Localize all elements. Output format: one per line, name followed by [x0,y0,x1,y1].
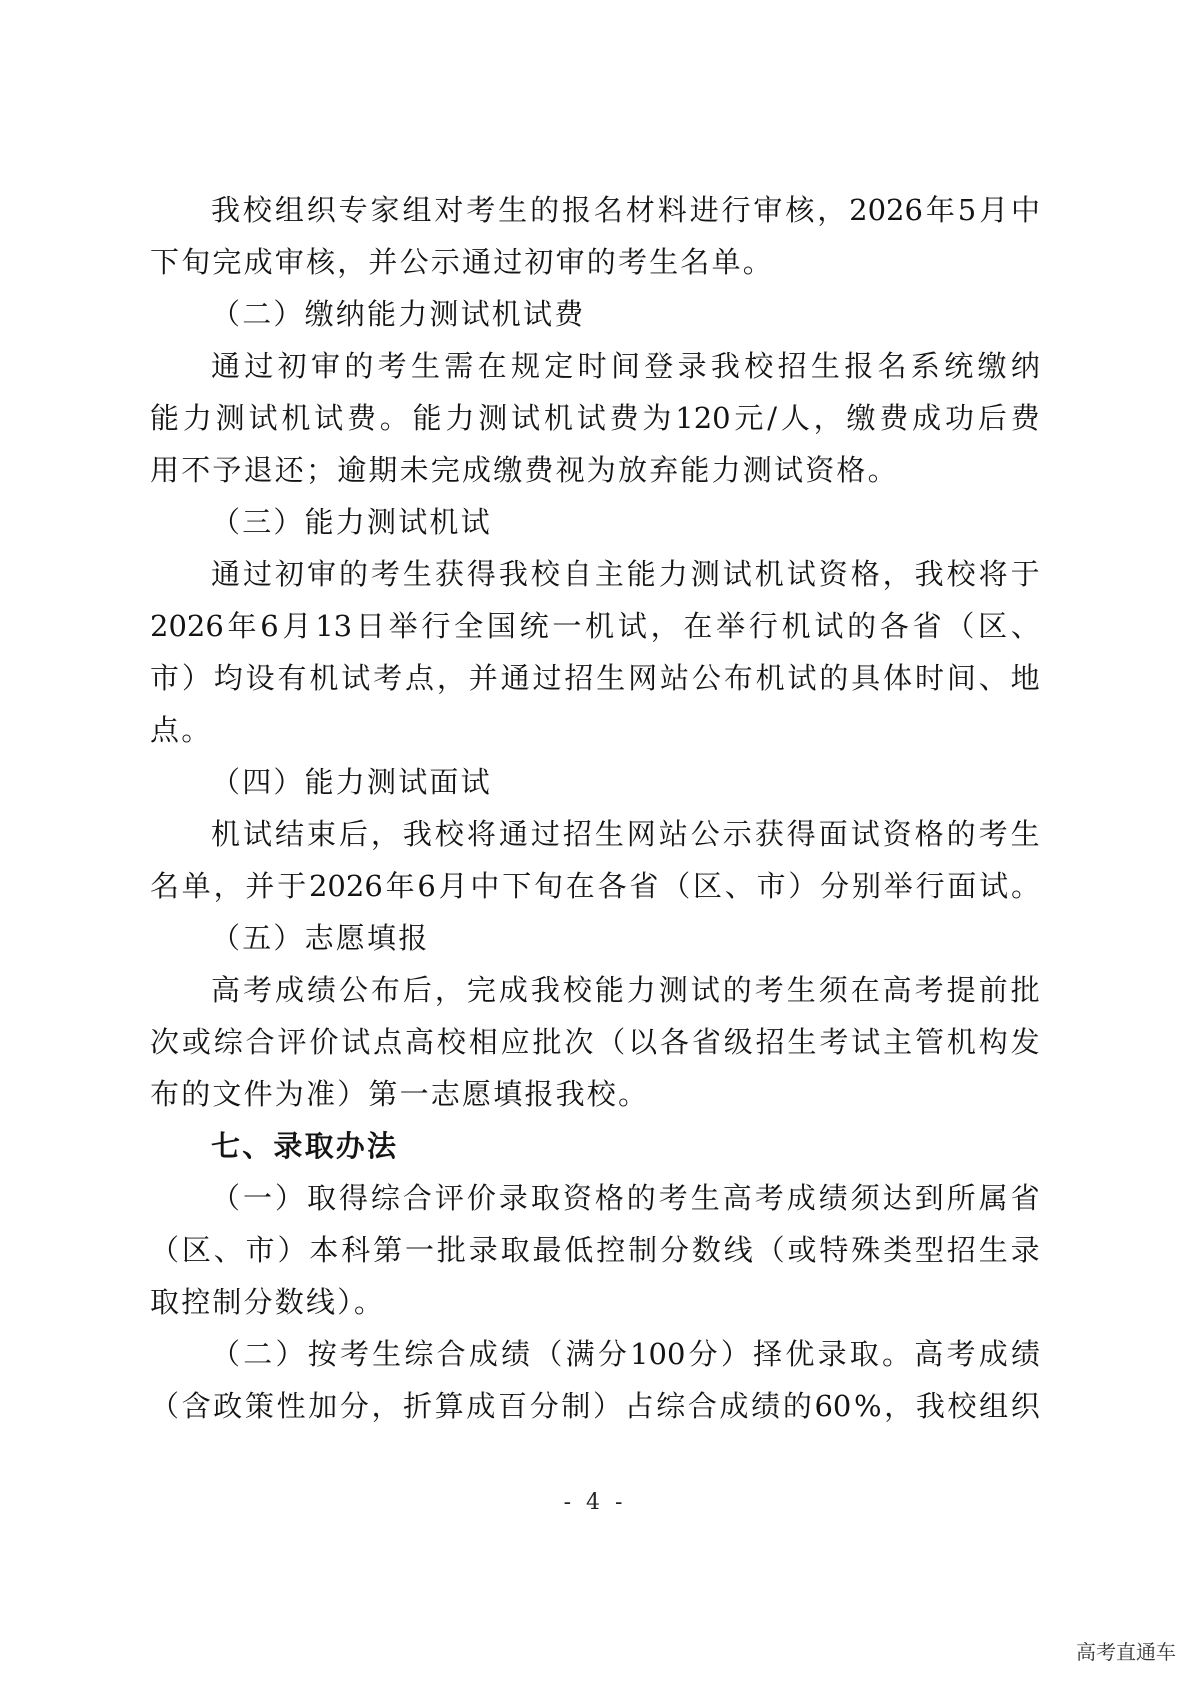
text-line: （ 含 政 策 性 加 分 ， 折 算 成 百 分 制 ） 占 综 合 成 绩 的 60 % ， 我 校 组 织 [150,1389,1040,1423]
text-line: 通 过 初 审 的 考 生 获 得 我 校 自 主 能 力 测 试 机 试 资 格 ， 我 校 将 于 [211,557,1040,591]
watermark-text: 高考直通车 [1076,1640,1176,1664]
text-line: 用不予退还；逾期未完成缴费视为放弃能力测试资格。 [150,453,899,487]
text-line: （二）缴纳能力测试机试费 [211,297,586,331]
text-line: 2026 年 6 月 13 日 举 行 全 国 统 一 机 试 ， 在 举 行 机 试 的 各 省 （ 区 、 [150,609,1040,643]
text-line: 市 ） 均 设 有 机 试 考 点 ， 并 通 过 招 生 网 站 公 布 机 试 的 具 体 时 间 、 地 [150,661,1040,695]
text-line: 机 试 结 束 后 ， 我 校 将 通 过 招 生 网 站 公 示 获 得 面 试 资 格 的 考 生 [211,817,1040,851]
text-line: 取控制分数线）。 [150,1285,386,1319]
section-heading: 七、录取办法 [211,1129,399,1163]
text-line: （三）能力测试机试 [211,505,492,539]
text-line: 名 单 ， 并 于 2026 年 6 月 中 下 旬 在 各 省 （ 区 、 市 ） 分 别 举 行 面 试 。 [150,869,1040,903]
text-line: （五）志愿填报 [211,921,430,955]
text-line: （ 一 ） 取 得 综 合 评 价 录 取 资 格 的 考 生 高 考 成 绩 须 达 到 所 属 省 [211,1181,1040,1215]
text-line: 布的文件为准）第一志愿填报我校。 [150,1077,650,1111]
text-line: 通 过 初 审 的 考 生 需 在 规 定 时 间 登 录 我 校 招 生 报 名 系 统 缴 纳 [211,349,1040,383]
text-line: （ 二 ） 按 考 生 综 合 成 绩 （ 满 分 100 分 ） 择 优 录 取 。 高 考 成 绩 [211,1337,1040,1371]
text-line: 次 或 综 合 评 价 试 点 高 校 相 应 批 次 （ 以 各 省 级 招 生 考 试 主 管 机 构 发 [150,1025,1040,1059]
text-line: 高 考 成 绩 公 布 后 ， 完 成 我 校 能 力 测 试 的 考 生 须 在 高 考 提 前 批 [211,973,1040,1007]
text-line: （ 区 、 市 ） 本 科 第 一 批 录 取 最 低 控 制 分 数 线 （ 或 特 殊 类 型 招 生 录 [150,1233,1040,1267]
text-line: （四）能力测试面试 [211,765,492,799]
text-line: 能 力 测 试 机 试 费 。 能 力 测 试 机 试 费 为 120 元 / 人 ， 缴 费 成 功 后 费 [150,401,1040,435]
text-line: 下旬完成审核，并公示通过初审的考生名单。 [150,245,775,279]
page-number: - 4 - [563,1490,627,1515]
text-line: 点。 [150,713,213,747]
text-line: 我 校 组 织 专 家 组 对 考 生 的 报 名 材 料 进 行 审 核 ， 2026 年 5 月 中 [211,193,1040,227]
